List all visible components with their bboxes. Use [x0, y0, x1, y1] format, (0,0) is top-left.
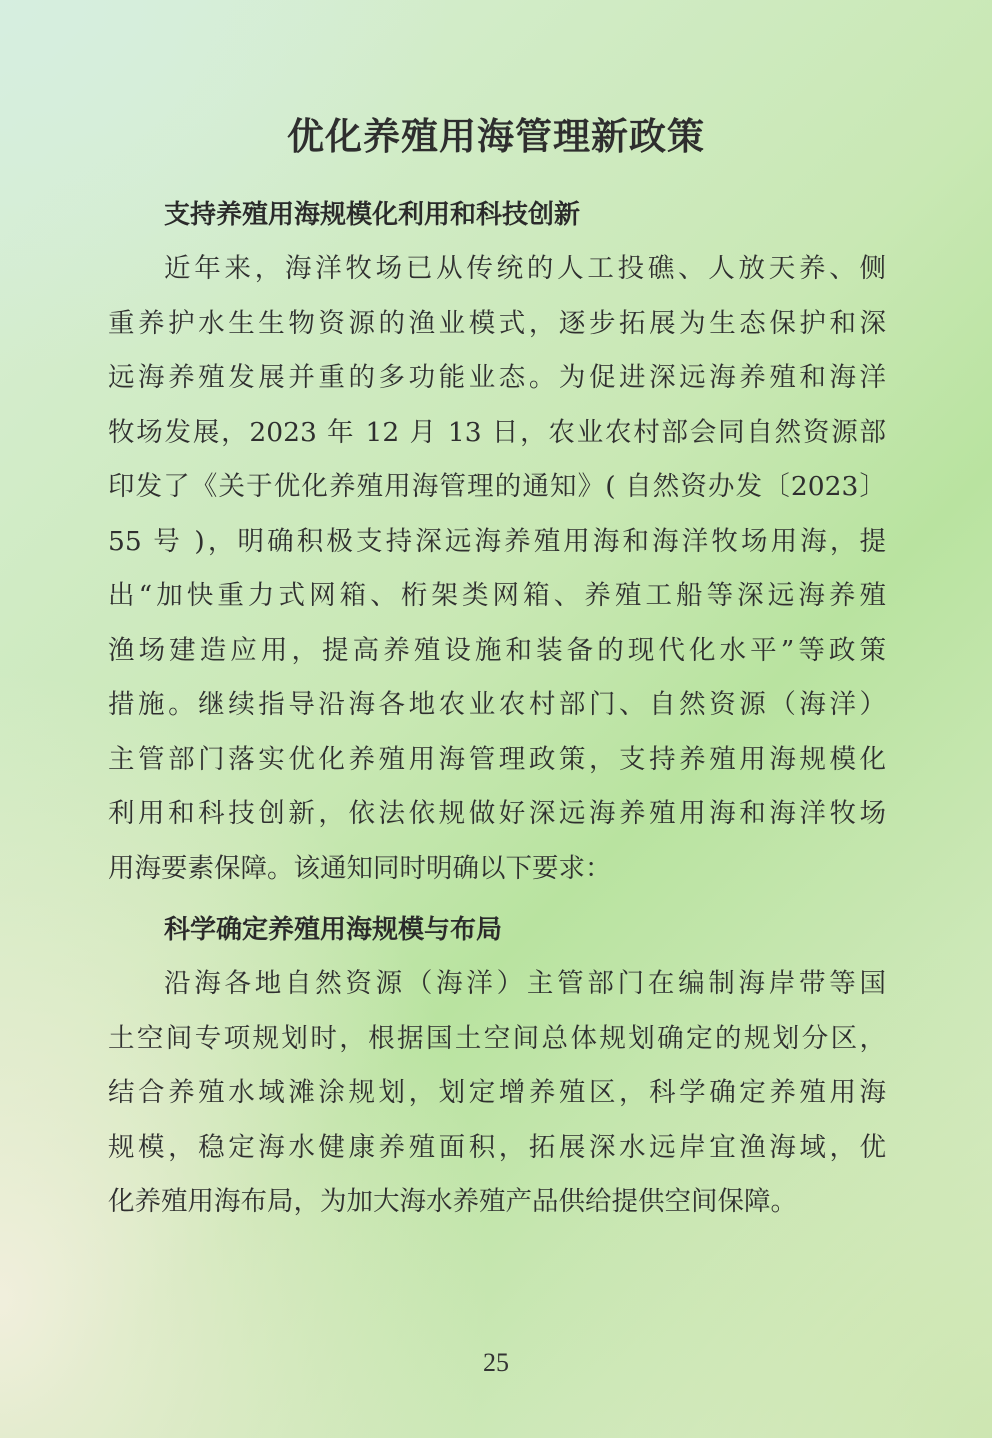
paragraph-line: 措施。继续指导沿海各地农业农村部门、自然资源（海洋） — [108, 689, 886, 720]
paragraph-line: 主管部门落实优化养殖用海管理政策，支持养殖用海规模化 — [108, 743, 886, 775]
paragraph-line: 结合养殖水域滩涂规划，划定增养殖区，科学确定养殖用海 — [108, 1077, 886, 1108]
section-scale-layout — [108, 903, 886, 1230]
paragraph-scale-layout — [108, 957, 886, 1230]
paragraph-line: 远海养殖发展并重的多功能业态。为促进深远海养殖和海洋 — [108, 362, 886, 393]
paragraph-line: 土空间专项规划时，根据国土空间总体规划确定的规划分区， — [108, 1022, 886, 1054]
paragraph-line: 牧场发展，2023 年 12 月 13 日，农业农村部会同自然资源部 — [108, 416, 886, 448]
section-heading-support-scale: 支持养殖用海规模化利用和科技创新 — [164, 200, 581, 230]
paragraph-line: 沿海各地自然资源（海洋）主管部门在编制海岸带等国 — [164, 968, 886, 999]
paragraph-line: 近年来，海洋牧场已从传统的人工投礁、人放天养、侧 — [164, 253, 886, 284]
page-number: 25 — [483, 1348, 509, 1377]
paragraph-line: 化养殖用海布局，为加大海水养殖产品供给提供空间保障。 — [108, 1186, 797, 1217]
paragraph-support-scale — [108, 242, 886, 896]
paragraph-line: 用海要素保障。该通知同时明确以下要求： — [108, 852, 612, 884]
section-support-scale — [108, 188, 886, 896]
paragraph-line: 利用和科技创新，依法依规做好深远海养殖用海和海洋牧场 — [108, 798, 886, 829]
paragraph-line: 重养护水生生物资源的渔业模式，逐步拓展为生态保护和深 — [108, 307, 886, 339]
section-heading-scale-layout: 科学确定养殖用海规模与布局 — [164, 915, 503, 945]
paragraph-line: 渔场建造应用，提高养殖设施和装备的现代化水平”等政策 — [108, 634, 886, 666]
page-title: 优化养殖用海管理新政策 — [287, 114, 705, 158]
paragraph-line: 规模，稳定海水健康养殖面积，拓展深水远岸宜渔海域，优 — [108, 1131, 886, 1163]
paragraph-line: 出“加快重力式网箱、桁架类网箱、养殖工船等深远海养殖 — [108, 580, 886, 611]
paragraph-line: 印发了《关于优化养殖用海管理的通知》( 自然资办发〔2023〕 — [108, 471, 886, 502]
paragraph-line: 55 号 )，明确积极支持深远海养殖用海和海洋牧场用海，提 — [108, 525, 886, 557]
